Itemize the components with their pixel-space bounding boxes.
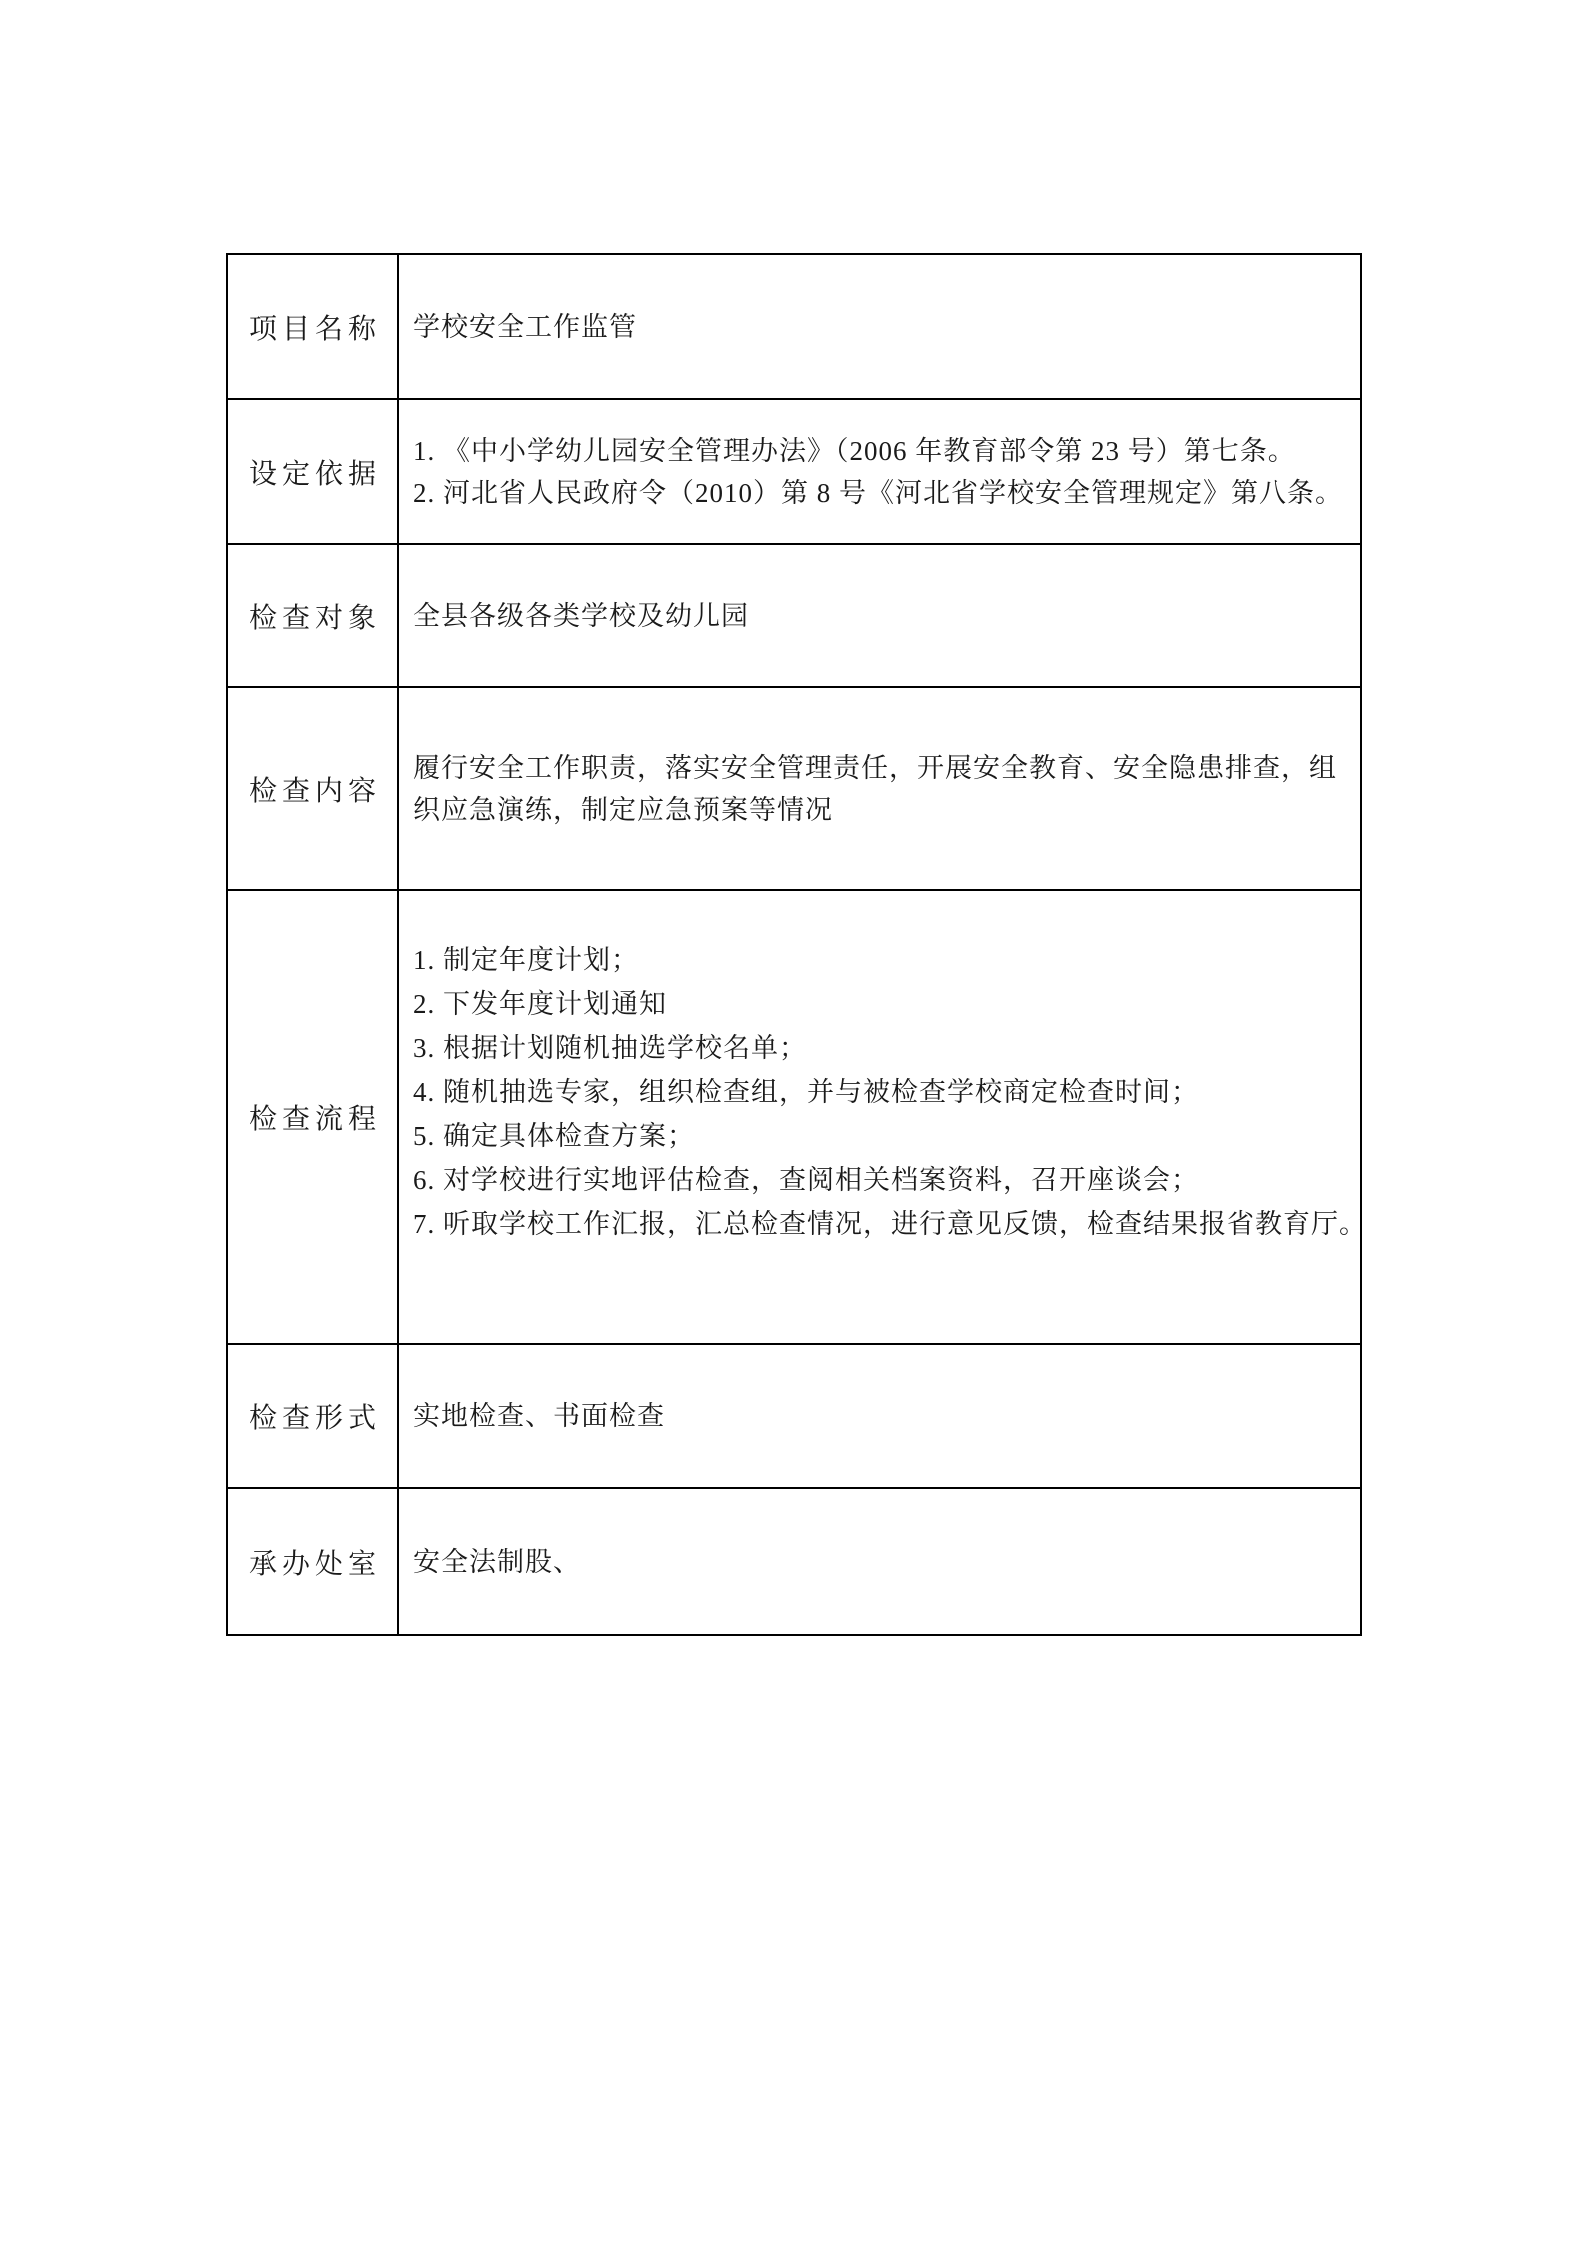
process-step: 2. 下发年度计划通知 — [413, 989, 667, 1019]
process-step: 7. 听取学校工作汇报，汇总检查情况，进行意见反馈，检查结果报省教育厅。 — [413, 1209, 1367, 1239]
row-label-setting-basis: 设定依据 — [228, 400, 399, 543]
content-line: 实地检查、书面检查 — [413, 1401, 665, 1431]
row-content-inspection-process — [399, 891, 1375, 1343]
process-step: 4. 随机抽选专家，组织检查组，并与被检查学校商定检查时间； — [413, 1077, 1199, 1107]
process-step: 3. 根据计划随机抽选学校名单； — [413, 1033, 807, 1063]
content-line: 1. 《中小学幼儿园安全管理办法》（2006 年教育部令第 23 号）第七条。 — [413, 435, 1296, 466]
row-content-inspection-form — [399, 1345, 1360, 1487]
row-content-responsible-office — [399, 1489, 1360, 1634]
content-line: 全县各级各类学校及幼儿园 — [413, 600, 749, 631]
row-content-inspection-target — [399, 545, 1360, 686]
content-paragraph: 履行安全工作职责，落实安全管理责任，开展安全教育、安全隐患排查，组织应急演练，制定应急预案等情况 — [413, 752, 1337, 825]
process-step: 6. 对学校进行实地评估检查，查阅相关档案资料，召开座谈会； — [413, 1165, 1199, 1195]
row-label-inspection-target: 检查对象 — [228, 545, 399, 686]
row-content-inspection-content — [399, 688, 1360, 889]
content-line: 学校安全工作监管 — [413, 311, 637, 342]
table-row-inspection-form — [228, 1345, 1360, 1489]
table-row-responsible-office — [228, 1489, 1360, 1634]
row-label-responsible-office: 承办处室 — [228, 1489, 399, 1634]
content-line: 2. 河北省人民政府令（2010）第 8 号《河北省学校安全管理规定》第八条。 — [413, 477, 1343, 508]
table-row-project-name — [228, 255, 1360, 400]
row-label-inspection-content: 检查内容 — [228, 688, 399, 889]
row-content-project-name — [399, 255, 1360, 398]
table-row-inspection-target — [228, 545, 1360, 688]
process-step: 1. 制定年度计划； — [413, 945, 639, 975]
row-label-inspection-form: 检查形式 — [228, 1345, 399, 1487]
content-line: 安全法制股、 — [413, 1546, 581, 1577]
row-label-project-name: 项目名称 — [228, 255, 399, 398]
row-label-inspection-process: 检查流程 — [228, 891, 399, 1343]
process-step: 5. 确定具体检查方案； — [413, 1121, 695, 1151]
table-row-inspection-content — [228, 688, 1360, 891]
table-row-inspection-process — [228, 891, 1367, 1345]
inspection-item-table — [226, 253, 1367, 1636]
row-content-setting-basis — [399, 400, 1360, 543]
table-row-setting-basis — [228, 400, 1360, 545]
